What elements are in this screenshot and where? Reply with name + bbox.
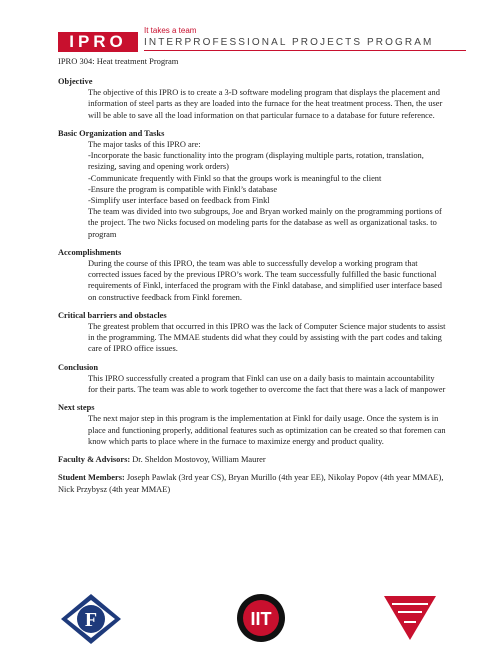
document-body (58, 76, 446, 502)
task-line: -Simplify user interface based on feedback from Finkl (88, 196, 270, 206)
section-body: The greatest problem that occurred in this IPRO was the lack of Computer Science major students to assist in the programming. The MMAE students did what they could by assisting with the part codes and taking care of IPRO office issues. (88, 322, 446, 354)
section-title: Basic Organization and Tasks (58, 128, 165, 138)
ipro-triangle-logo (382, 594, 438, 642)
section-next-steps (58, 402, 446, 447)
task-line: The team was divided into two subgroups, Joe and Bryan worked mainly on the programming portions of the project. The two Nicks focused on modeling parts for the database as well as organizational tasks. to program (88, 207, 442, 239)
faculty-value: Dr. Sheldon Mostovoy, William Maurer (132, 455, 266, 465)
section-body (88, 139, 446, 240)
students-label: Student Members: (58, 473, 125, 483)
section-body: This IPRO successfully created a program that Finkl can use on a daily basis to maintain accountability for their parts. The team was able to work together to overcome the fact that there was a lack of manpower (88, 373, 446, 395)
iit-logo (236, 590, 286, 646)
task-line: The major tasks of this IPRO are: (88, 140, 201, 150)
section-conclusion (58, 362, 446, 396)
section-basic-organization (58, 128, 446, 240)
svg-text:IIT: IIT (250, 609, 272, 629)
faculty-label: Faculty & Advisors: (58, 455, 131, 465)
task-line: -Communicate frequently with Finkl so that the groups work is meaningful to the client (88, 173, 382, 183)
faculty-advisors (58, 454, 446, 465)
section-accomplishments (58, 247, 446, 303)
task-line: -Incorporate the basic functionality into the program (displaying multiple parts, rotation, translation, resizing, saving and opening work orders) (88, 151, 424, 172)
students-value: Joseph Pawlak (3rd year CS), Bryan Murillo (4th year EE), Nikolay Popov (4th year MMAE), Nick Przybysz (4th year MMAE) (58, 473, 444, 494)
student-members (58, 472, 446, 494)
svg-text:F: F (84, 609, 98, 631)
finkl-logo (58, 592, 124, 646)
program-name: INTERPROFESSIONAL PROJECTS PROGRAM (144, 37, 434, 48)
ipro-brand: IPRO (69, 32, 127, 51)
section-objective (58, 76, 446, 121)
header-rule (144, 50, 466, 51)
footer-logos (0, 590, 500, 647)
section-title: Accomplishments (58, 247, 122, 257)
section-barriers (58, 310, 446, 355)
section-title: Critical barriers and obstacles (58, 310, 167, 320)
task-line: -Ensure the program is compatible with Finkl’s database (88, 184, 278, 194)
course-title: IPRO 304: Heat treatment Program (58, 56, 179, 66)
section-body: The objective of this IPRO is to create a 3-D software modeling program that displays the placement and information of steel parts as they are loaded into the furnace for the heat treatment process. Then, the user will be able to save all the load information on that particular furnace to a database for future reference. (88, 88, 443, 120)
section-title: Objective (58, 77, 93, 86)
section-body: During the course of this IPRO, the team was able to successfully develop a working program that corrected issues faced by the previous IPRO’s work. The team successfully fulfilled the basic functional requirements of Finkl, interfaced the program with the Finkl database, and simplified user interface based on constructive feedback from Finkl foremen. (88, 259, 442, 302)
section-body: The next major step in this program is the implementation at Finkl for daily usage. Once the system is in place and functioning properly, additional features such as optimization can be created so that foremen can know which parts to place where in the furnace to maximize energy and product quality. (88, 414, 446, 446)
section-title: Conclusion (58, 362, 99, 372)
ipro-header (58, 26, 434, 54)
ipro-tagline: It takes a team (144, 26, 197, 35)
section-title: Next steps (58, 403, 95, 413)
